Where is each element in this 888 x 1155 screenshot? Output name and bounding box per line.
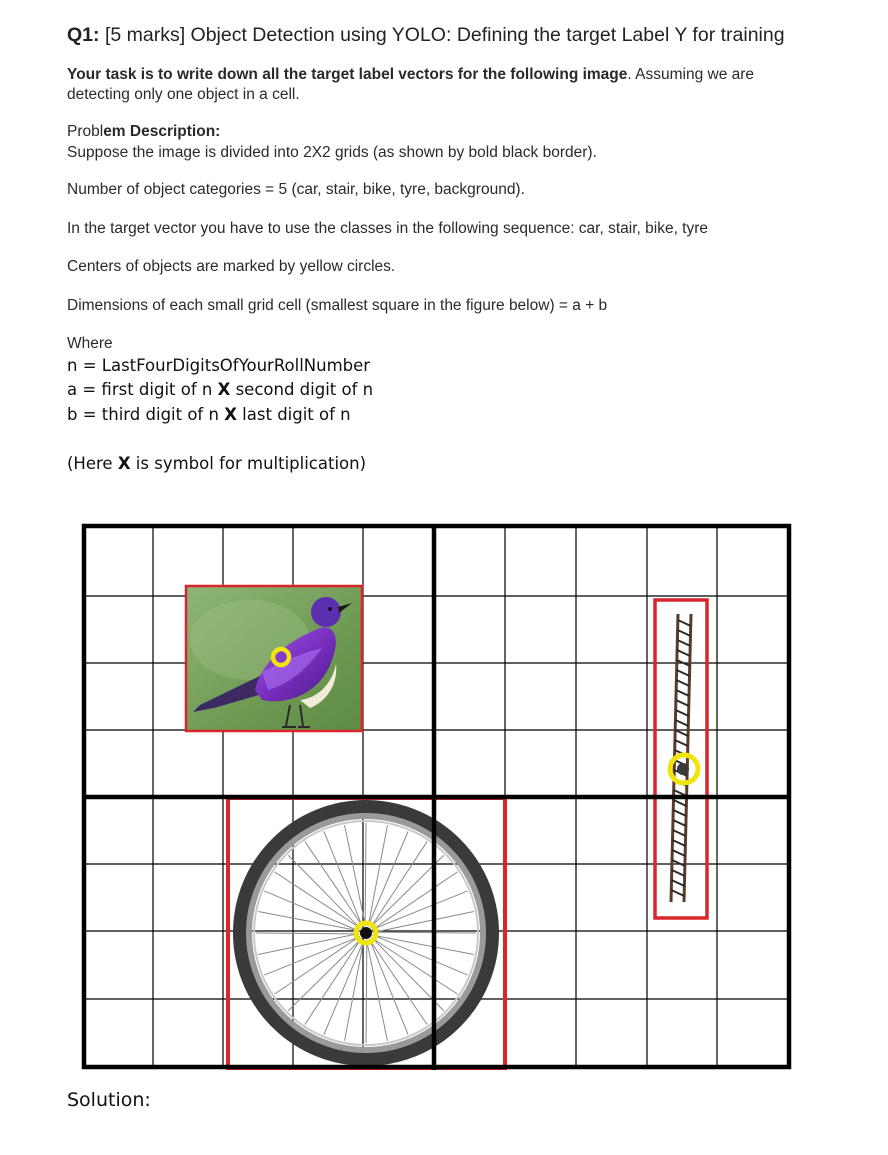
b-definition-start: b = third digit of n (67, 405, 225, 424)
wheel-spoke (368, 825, 387, 926)
stair-bounding-box (655, 600, 707, 918)
where-label: Where (67, 335, 113, 352)
ladder-rung (676, 680, 689, 686)
ladder-rung (677, 670, 690, 676)
ladder-rung (672, 850, 685, 856)
wheel-spoke (365, 823, 366, 926)
wheel-spoke (369, 939, 408, 1035)
wheel-spoke (256, 933, 359, 934)
wheel-spoke (345, 940, 364, 1041)
wheel-spoke (372, 872, 457, 930)
dimensions-text: Dimensions of each small grid cell (smallest square in the figure below) = a + b (67, 297, 608, 314)
wheel-spoke (369, 939, 427, 1024)
ladder-rung (672, 880, 685, 886)
wheel-spoke (324, 831, 363, 927)
note-start: (Here (67, 454, 118, 473)
wheel-spoke (367, 940, 388, 1041)
note-end: is symbol for multiplication) (130, 454, 367, 473)
task-line-2: detecting only one object in a cell. (67, 86, 300, 103)
task-bold: Your task is to write down all the target label vectors for the following image (67, 66, 628, 83)
wheel-spoke (258, 934, 359, 955)
ladder-rung (671, 890, 684, 896)
solution-label: Solution: (67, 1089, 151, 1111)
wheel-spoke (305, 842, 363, 927)
wheel-hub (360, 927, 372, 939)
ladder-rung (678, 620, 691, 626)
a-definition-start: a = first digit of n (67, 380, 218, 399)
ladder-rung (673, 830, 686, 836)
ladder-rung (677, 640, 690, 646)
problem-label-bold: em Description: (103, 123, 221, 140)
wheel-spoke (275, 936, 360, 994)
ladder-rung (677, 650, 690, 656)
wheel-spoke (366, 940, 367, 1043)
problem-label-plain: Probl (67, 123, 104, 140)
b-definition-end: last digit of n (236, 405, 351, 424)
wheel-spoke (373, 932, 476, 933)
wheel-spoke (372, 891, 468, 930)
wheel-spoke (373, 912, 474, 933)
ladder-rung (675, 740, 688, 746)
ladder-rung (672, 870, 685, 876)
wheel-spoke (288, 855, 360, 928)
categories-text: Number of object categories = 5 (car, stair, bike, tyre, background). (67, 181, 525, 198)
ladder-rung (675, 730, 688, 736)
wheel-spoke (288, 939, 361, 1011)
ladder-rung (676, 710, 689, 716)
n-definition: n = LastFourDigitsOfYourRollNumber (67, 356, 371, 375)
a-multiply-symbol: X (217, 380, 231, 399)
question-number: Q1: (67, 24, 100, 46)
wheel-spoke (373, 935, 474, 954)
wheel-spoke (258, 912, 359, 931)
ladder-rung (673, 840, 686, 846)
ladder-rung (675, 720, 688, 726)
ladder-rung (676, 700, 689, 706)
ladder-rung (678, 630, 691, 636)
ladder-rung (676, 690, 689, 696)
question-title: [5 marks] Object Detection using YOLO: Defining the target Label Y for training (104, 24, 785, 46)
problem-text: Suppose the image is divided into 2X2 grids (as shown by bold black border). (67, 144, 597, 161)
note-multiply-symbol: X (117, 454, 131, 473)
b-multiply-symbol: X (224, 405, 237, 424)
wheel-spoke (264, 936, 360, 975)
sequence-text: In the target vector you have to use the classes in the following sequence: car, stair, bike, tyre (67, 220, 709, 237)
ladder-rung (672, 860, 685, 866)
a-definition-end: second digit of n (230, 380, 374, 399)
ladder-rung (673, 800, 686, 806)
task-rest: . Assuming we are (627, 66, 755, 83)
wheel-spoke (345, 825, 366, 926)
stair-center-dot (677, 763, 689, 775)
centers-text: Centers of objects are marked by yellow circles. (67, 258, 396, 275)
ladder-rung (673, 810, 686, 816)
ladder-rung (673, 820, 686, 826)
